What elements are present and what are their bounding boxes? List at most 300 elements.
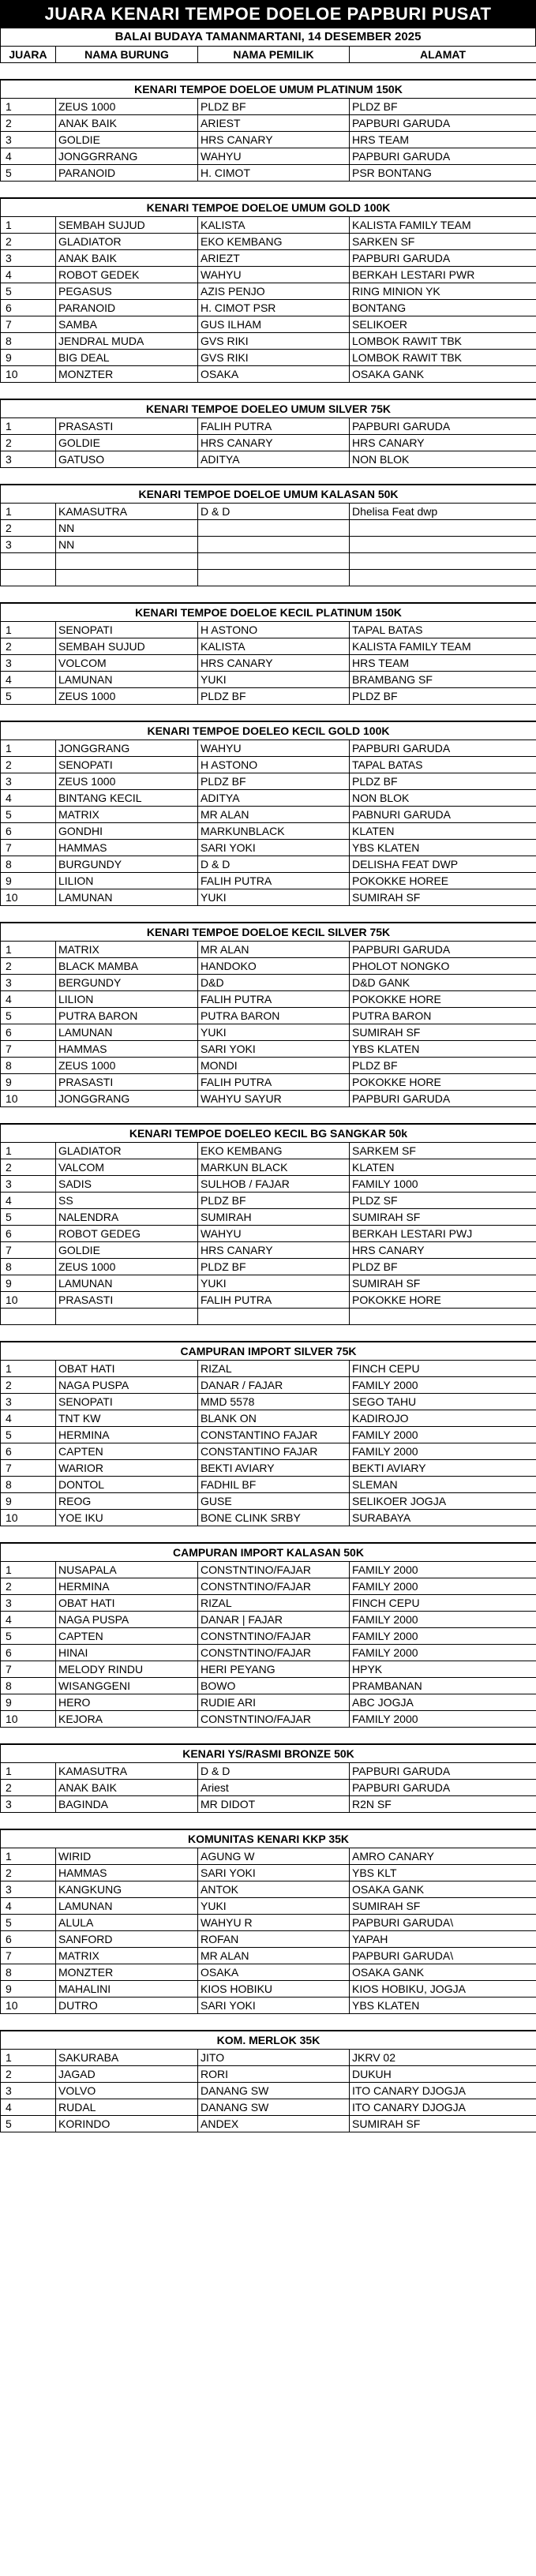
table-row <box>1 1024 536 1041</box>
address-cell: FAMILY 2000 <box>350 1562 536 1578</box>
rank-cell: 2 <box>1 638 56 655</box>
bird-name-cell: PEGASUS <box>56 283 198 300</box>
table-row <box>1 1678 536 1694</box>
address-cell: POKOKKE HOREE <box>350 873 536 889</box>
address-cell: YAPAH <box>350 1931 536 1948</box>
address-cell: SUMIRAH SF <box>350 1024 536 1041</box>
table-row <box>1 823 536 840</box>
address-cell: SURABAYA <box>350 1510 536 1526</box>
table-row <box>1 1612 536 1628</box>
rank-cell: 4 <box>1 790 56 807</box>
owner-name-cell: H. CIMOT PSR <box>198 300 350 316</box>
address-cell: POKOKKE HORE <box>350 1074 536 1091</box>
rank-cell: 3 <box>1 537 56 553</box>
rank-cell: 8 <box>1 1259 56 1275</box>
table-row <box>1 165 536 182</box>
empty-cell <box>1 570 56 586</box>
rank-cell: 5 <box>1 1209 56 1226</box>
address-cell: YBS KLATEN <box>350 1998 536 2014</box>
table-row <box>1 688 536 705</box>
address-cell: FAMILY 2000 <box>350 1377 536 1394</box>
owner-name-cell: MR ALAN <box>198 807 350 823</box>
table-row <box>1 1193 536 1209</box>
category-title: KENARI TEMPOE DOELEO UMUM SILVER 75K <box>1 399 536 418</box>
owner-name-cell: H ASTONO <box>198 757 350 773</box>
table-row <box>1 1159 536 1176</box>
rank-cell: 3 <box>1 1881 56 1898</box>
table-row <box>1 655 536 672</box>
category-title: CAMPURAN IMPORT SILVER 75K <box>1 1342 536 1361</box>
address-cell: FAMILY 2000 <box>350 1578 536 1595</box>
address-cell: PAPBURI GARUDA <box>350 1780 536 1796</box>
rank-cell: 10 <box>1 1711 56 1728</box>
owner-name-cell: ADITYA <box>198 451 350 468</box>
spacer-cell <box>1 2014 536 2031</box>
category-title: KENARI TEMPOE DOELEO KECIL BG SANGKAR 50k <box>1 1124 536 1143</box>
bird-name-cell: HERO <box>56 1694 198 1711</box>
address-cell: BERKAH LESTARI PWJ <box>350 1226 536 1242</box>
rank-cell: 2 <box>1 757 56 773</box>
rank-cell: 1 <box>1 2050 56 2066</box>
table-row <box>1 757 536 773</box>
category-header <box>1 603 536 622</box>
table-row <box>1 1661 536 1678</box>
rank-cell: 6 <box>1 1443 56 1460</box>
table-row <box>1 1881 536 1898</box>
rank-cell: 9 <box>1 1981 56 1998</box>
bird-name-cell: BERGUNDY <box>56 975 198 991</box>
address-cell: AMRO CANARY <box>350 1848 536 1865</box>
category-title: KENARI TEMPOE DOELEO KECIL GOLD 100K <box>1 721 536 740</box>
category-title: KOMUNITAS KENARI KKP 35K <box>1 1829 536 1848</box>
table-row <box>1 1091 536 1107</box>
owner-name-cell: DANANG SW <box>198 2083 350 2099</box>
rank-cell: 2 <box>1 1578 56 1595</box>
bird-name-cell: GATUSO <box>56 451 198 468</box>
rank-cell: 2 <box>1 234 56 250</box>
bird-name-cell: JAGAD <box>56 2066 198 2083</box>
table-row <box>1 1410 536 1427</box>
category-header <box>1 1342 536 1361</box>
owner-name-cell: BONE CLINK SRBY <box>198 1510 350 1526</box>
empty-row <box>1 570 536 586</box>
bird-name-cell: CAPTEN <box>56 1628 198 1645</box>
address-cell: HRS CANARY <box>350 435 536 451</box>
owner-name-cell: WAHYU <box>198 740 350 757</box>
empty-cell <box>198 570 350 586</box>
bird-name-cell: PUTRA BARON <box>56 1008 198 1024</box>
header-owner-name: NAMA PEMILIK <box>198 47 350 63</box>
owner-name-cell: CONSTANTINO FAJAR <box>198 1427 350 1443</box>
rank-cell: 5 <box>1 283 56 300</box>
table-row <box>1 1948 536 1964</box>
table-row <box>1 1562 536 1578</box>
bird-name-cell: RUDAL <box>56 2099 198 2116</box>
address-cell: OSAKA GANK <box>350 1964 536 1981</box>
spacer-cell <box>1 1107 536 1125</box>
category-header <box>1 1543 536 1562</box>
rank-cell: 7 <box>1 1460 56 1477</box>
rank-cell: 4 <box>1 2099 56 2116</box>
bird-name-cell: SANFORD <box>56 1931 198 1948</box>
owner-name-cell: SARI YOKI <box>198 1041 350 1058</box>
address-cell: PABNURI GARUDA <box>350 807 536 823</box>
owner-name-cell: BOWO <box>198 1678 350 1694</box>
owner-name-cell: WAHYU SAYUR <box>198 1091 350 1107</box>
owner-name-cell: PLDZ BF <box>198 1193 350 1209</box>
table-row <box>1 217 536 234</box>
owner-name-cell: MMD 5578 <box>198 1394 350 1410</box>
address-cell: PAPBURI GARUDA <box>350 148 536 165</box>
category-header <box>1 1744 536 1763</box>
owner-name-cell: DANANG SW <box>198 2099 350 2116</box>
bird-name-cell: KAMASUTRA <box>56 504 198 520</box>
address-cell: FAMILY 2000 <box>350 1711 536 1728</box>
rank-cell: 1 <box>1 418 56 435</box>
address-cell: PLDZ BF <box>350 1058 536 1074</box>
category-header <box>1 1829 536 1848</box>
owner-name-cell: GVS RIKI <box>198 350 350 366</box>
category-title: KOM. MERLOK 35K <box>1 2031 536 2050</box>
owner-name-cell: CONSTNTINO/FAJAR <box>198 1711 350 1728</box>
table-row <box>1 234 536 250</box>
rank-cell: 8 <box>1 1964 56 1981</box>
bird-name-cell: SENOPATI <box>56 1394 198 1410</box>
owner-name-cell: EKO KEMBANG <box>198 234 350 250</box>
category-header <box>1 80 536 99</box>
rank-cell: 6 <box>1 300 56 316</box>
rank-cell: 4 <box>1 1193 56 1209</box>
section-spacer <box>1 1526 536 1544</box>
rank-cell: 1 <box>1 217 56 234</box>
table-row <box>1 638 536 655</box>
address-cell: SUMIRAH SF <box>350 1898 536 1915</box>
table-row <box>1 1848 536 1865</box>
rank-cell: 5 <box>1 165 56 182</box>
bird-name-cell: VALCOM <box>56 1159 198 1176</box>
section-spacer <box>1 906 536 923</box>
address-cell: KALISTA FAMILY TEAM <box>350 217 536 234</box>
table-row <box>1 1275 536 1292</box>
table-row <box>1 1377 536 1394</box>
address-cell: FAMILY 2000 <box>350 1645 536 1661</box>
rank-cell: 5 <box>1 807 56 823</box>
rank-cell: 3 <box>1 975 56 991</box>
rank-cell: 3 <box>1 1595 56 1612</box>
table-row <box>1 333 536 350</box>
rank-cell: 4 <box>1 1612 56 1628</box>
rank-cell: 9 <box>1 1694 56 1711</box>
table-row <box>1 1460 536 1477</box>
owner-name-cell: GUS ILHAM <box>198 316 350 333</box>
owner-name-cell: WAHYU R <box>198 1915 350 1931</box>
table-row <box>1 504 536 520</box>
address-cell: YBS KLATEN <box>350 1041 536 1058</box>
table-row <box>1 856 536 873</box>
table-row <box>1 115 536 132</box>
table-row <box>1 1176 536 1193</box>
bird-name-cell: ZEUS 1000 <box>56 99 198 115</box>
bird-name-cell: SAKURABA <box>56 2050 198 2066</box>
owner-name-cell: FALIH PUTRA <box>198 418 350 435</box>
bird-name-cell: MAHALINI <box>56 1981 198 1998</box>
rank-cell: 2 <box>1 1159 56 1176</box>
owner-name-cell: HERI PEYANG <box>198 1661 350 1678</box>
rank-cell: 10 <box>1 889 56 906</box>
rank-cell: 1 <box>1 504 56 520</box>
rank-cell: 3 <box>1 132 56 148</box>
address-cell: FAMILY 2000 <box>350 1628 536 1645</box>
rank-cell: 9 <box>1 873 56 889</box>
address-cell: SELIKOER <box>350 316 536 333</box>
owner-name-cell: AGUNG W <box>198 1848 350 1865</box>
owner-name-cell: ARIEST <box>198 115 350 132</box>
rank-cell: 1 <box>1 942 56 958</box>
address-cell: BEKTI AVIARY <box>350 1460 536 1477</box>
table-row <box>1 1361 536 1377</box>
bird-name-cell: ANAK BAIK <box>56 250 198 267</box>
address-cell: PRAMBANAN <box>350 1678 536 1694</box>
bird-name-cell: NN <box>56 520 198 537</box>
bird-name-cell: MATRIX <box>56 942 198 958</box>
page-title: JUARA KENARI TEMPOE DOELOE PAPBURI PUSAT <box>0 0 536 28</box>
owner-name-cell: ANDEX <box>198 2116 350 2132</box>
bird-name-cell: ZEUS 1000 <box>56 688 198 705</box>
owner-name-cell: MR DIDOT <box>198 1796 350 1813</box>
address-cell: PAPBURI GARUDA <box>350 942 536 958</box>
rank-cell: 5 <box>1 1915 56 1931</box>
bird-name-cell: MELODY RINDU <box>56 1661 198 1678</box>
address-cell: PAPBURI GARUDA <box>350 115 536 132</box>
bird-name-cell: OBAT HATI <box>56 1361 198 1377</box>
bird-name-cell: LAMUNAN <box>56 889 198 906</box>
rank-cell: 10 <box>1 1091 56 1107</box>
bird-name-cell: BLACK MAMBA <box>56 958 198 975</box>
table-row <box>1 1510 536 1526</box>
address-cell: KADIROJO <box>350 1410 536 1427</box>
rank-cell: 1 <box>1 1562 56 1578</box>
table-row <box>1 2083 536 2099</box>
address-cell: YBS KLATEN <box>350 840 536 856</box>
owner-name-cell: GVS RIKI <box>198 333 350 350</box>
owner-name-cell: OSAKA <box>198 1964 350 1981</box>
category-header <box>1 923 536 942</box>
category-title: KENARI YS/RASMI BRONZE 50K <box>1 1744 536 1763</box>
address-cell: BONTANG <box>350 300 536 316</box>
owner-name-cell: KALISTA <box>198 217 350 234</box>
table-row <box>1 350 536 366</box>
results-body <box>1 63 536 2132</box>
rank-cell: 3 <box>1 250 56 267</box>
bird-name-cell: KORINDO <box>56 2116 198 2132</box>
owner-name-cell: HRS CANARY <box>198 435 350 451</box>
spacer-cell <box>1 1728 536 1745</box>
address-cell: ABC JOGJA <box>350 1694 536 1711</box>
owner-name-cell: RIZAL <box>198 1595 350 1612</box>
bird-name-cell: ZEUS 1000 <box>56 1259 198 1275</box>
rank-cell: 5 <box>1 1427 56 1443</box>
table-row <box>1 1143 536 1159</box>
table-row <box>1 1427 536 1443</box>
section-spacer <box>1 705 536 722</box>
owner-name-cell: WAHYU <box>198 148 350 165</box>
address-cell: NON BLOK <box>350 451 536 468</box>
bird-name-cell: BIG DEAL <box>56 350 198 366</box>
table-row <box>1 1628 536 1645</box>
address-cell: D&D GANK <box>350 975 536 991</box>
address-cell: PAPBURI GARUDA <box>350 418 536 435</box>
bird-name-cell: WISANGGENI <box>56 1678 198 1694</box>
table-row <box>1 2099 536 2116</box>
bird-name-cell: HAMMAS <box>56 1865 198 1881</box>
bird-name-cell: NUSAPALA <box>56 1562 198 1578</box>
empty-row <box>1 1309 536 1325</box>
spacer-cell <box>1 63 536 80</box>
bird-name-cell: ZEUS 1000 <box>56 1058 198 1074</box>
table-row <box>1 1981 536 1998</box>
section-spacer <box>1 2014 536 2031</box>
rank-cell: 9 <box>1 1074 56 1091</box>
bird-name-cell: HERMINA <box>56 1427 198 1443</box>
rank-cell: 6 <box>1 1931 56 1948</box>
address-cell: PAPBURI GARUDA <box>350 740 536 757</box>
owner-name-cell: HRS CANARY <box>198 655 350 672</box>
bird-name-cell: PARANOID <box>56 300 198 316</box>
address-cell: SUMIRAH SF <box>350 1275 536 1292</box>
empty-cell <box>350 570 536 586</box>
rank-cell: 8 <box>1 1477 56 1493</box>
rank-cell: 1 <box>1 740 56 757</box>
owner-name-cell: SARI YOKI <box>198 1865 350 1881</box>
address-cell: PUTRA BARON <box>350 1008 536 1024</box>
owner-name-cell: YUKI <box>198 1275 350 1292</box>
bird-name-cell: GLADIATOR <box>56 234 198 250</box>
rank-cell: 3 <box>1 1176 56 1193</box>
rank-cell: 7 <box>1 1041 56 1058</box>
spacer-cell <box>1 705 536 722</box>
owner-name-cell: HANDOKO <box>198 958 350 975</box>
address-cell: ITO CANARY DJOGJA <box>350 2083 536 2099</box>
category-title: KENARI TEMPOE DOELOE UMUM GOLD 100K <box>1 198 536 217</box>
table-row <box>1 1259 536 1275</box>
bird-name-cell: NAGA PUSPA <box>56 1612 198 1628</box>
rank-cell: 4 <box>1 148 56 165</box>
address-cell: SARKEM SF <box>350 1143 536 1159</box>
bird-name-cell: MONZTER <box>56 1964 198 1981</box>
address-cell: FINCH CEPU <box>350 1361 536 1377</box>
address-cell: PLDZ BF <box>350 1259 536 1275</box>
empty-row <box>1 553 536 570</box>
owner-name-cell: D & D <box>198 504 350 520</box>
owner-name-cell <box>198 520 350 537</box>
address-cell: PAPBURI GARUDA <box>350 1763 536 1780</box>
table-row <box>1 300 536 316</box>
rank-cell: 10 <box>1 1292 56 1309</box>
owner-name-cell: WAHYU <box>198 267 350 283</box>
owner-name-cell: YUKI <box>198 1898 350 1915</box>
table-row <box>1 672 536 688</box>
bird-name-cell: OBAT HATI <box>56 1595 198 1612</box>
rank-cell: 3 <box>1 2083 56 2099</box>
rank-cell: 5 <box>1 1628 56 1645</box>
table-row <box>1 889 536 906</box>
owner-name-cell: CONSTANTINO FAJAR <box>198 1443 350 1460</box>
owner-name-cell: JITO <box>198 2050 350 2066</box>
page-subtitle: BALAI BUDAYA TAMANMARTANI, 14 DESEMBER 2025 <box>0 28 536 46</box>
address-cell: JKRV 02 <box>350 2050 536 2066</box>
owner-name-cell: KALISTA <box>198 638 350 655</box>
rank-cell: 2 <box>1 1865 56 1881</box>
address-cell: POKOKKE HORE <box>350 991 536 1008</box>
bird-name-cell: SAMBA <box>56 316 198 333</box>
empty-cell <box>1 1309 56 1325</box>
rank-cell: 2 <box>1 520 56 537</box>
spacer-cell <box>1 182 536 199</box>
bird-name-cell: CAPTEN <box>56 1443 198 1460</box>
address-cell: PLDZ SF <box>350 1193 536 1209</box>
owner-name-cell: PLDZ BF <box>198 688 350 705</box>
bird-name-cell: GOLDIE <box>56 435 198 451</box>
address-cell: SEGO TAHU <box>350 1394 536 1410</box>
rank-cell: 10 <box>1 1510 56 1526</box>
address-cell: PAPBURI GARUDA\ <box>350 1948 536 1964</box>
bird-name-cell: SEMBAH SUJUD <box>56 638 198 655</box>
bird-name-cell: BAGINDA <box>56 1796 198 1813</box>
address-cell: PLDZ BF <box>350 688 536 705</box>
owner-name-cell: PUTRA BARON <box>198 1008 350 1024</box>
bird-name-cell: HAMMAS <box>56 840 198 856</box>
owner-name-cell: FADHIL BF <box>198 1477 350 1493</box>
table-row <box>1 435 536 451</box>
address-cell: HPYK <box>350 1661 536 1678</box>
table-row <box>1 622 536 638</box>
category-title: KENARI TEMPOE DOELOE UMUM KALASAN 50K <box>1 485 536 504</box>
address-cell: SELIKOER JOGJA <box>350 1493 536 1510</box>
table-row <box>1 790 536 807</box>
owner-name-cell: CONSTNTINO/FAJAR <box>198 1628 350 1645</box>
address-cell: DELISHA FEAT DWP <box>350 856 536 873</box>
bird-name-cell: SEMBAH SUJUD <box>56 217 198 234</box>
owner-name-cell: ANTOK <box>198 1881 350 1898</box>
owner-name-cell: KIOS HOBIKU <box>198 1981 350 1998</box>
owner-name-cell: AZIS PENJO <box>198 283 350 300</box>
owner-name-cell: ROFAN <box>198 1931 350 1948</box>
address-cell: BERKAH LESTARI PWR <box>350 267 536 283</box>
address-cell: LOMBOK RAWIT TBK <box>350 350 536 366</box>
table-row <box>1 1595 536 1612</box>
owner-name-cell: MARKUN BLACK <box>198 1159 350 1176</box>
table-row <box>1 2050 536 2066</box>
owner-name-cell: D & D <box>198 1763 350 1780</box>
table-row <box>1 740 536 757</box>
address-cell: KLATEN <box>350 823 536 840</box>
bird-name-cell: BURGUNDY <box>56 856 198 873</box>
bird-name-cell: MONZTER <box>56 366 198 383</box>
bird-name-cell: GOLDIE <box>56 132 198 148</box>
header-row <box>1 47 536 63</box>
table-row <box>1 267 536 283</box>
rank-cell: 6 <box>1 1024 56 1041</box>
table-row <box>1 807 536 823</box>
address-cell: PHOLOT NONGKO <box>350 958 536 975</box>
rank-cell: 10 <box>1 1998 56 2014</box>
table-row <box>1 991 536 1008</box>
owner-name-cell: ADITYA <box>198 790 350 807</box>
owner-name-cell: SULHOB / FAJAR <box>198 1176 350 1193</box>
address-cell: SUMIRAH SF <box>350 889 536 906</box>
section-spacer <box>1 1728 536 1745</box>
rank-cell: 1 <box>1 1763 56 1780</box>
